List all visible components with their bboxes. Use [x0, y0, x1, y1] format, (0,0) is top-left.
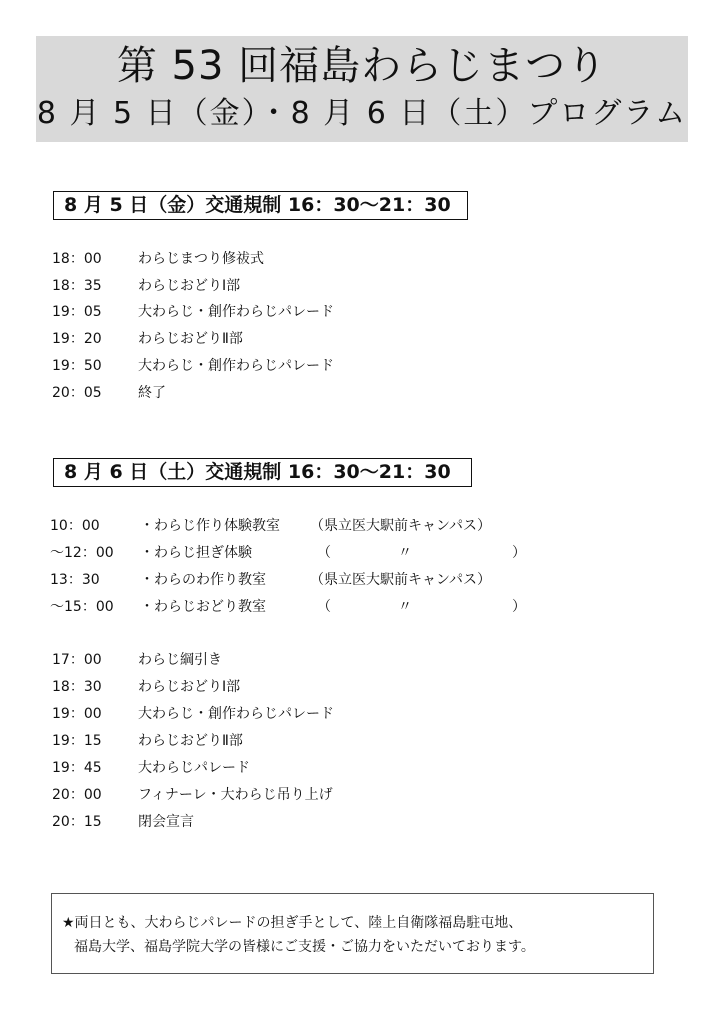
schedule-event: 大わらじパレード [138, 760, 250, 776]
schedule-event: 閉会宣言 [138, 814, 194, 830]
schedule-time: 18：00 [52, 251, 102, 267]
day2-header: 8 月 6 日（土）交通規制 16：30〜21：30 [53, 458, 472, 487]
note-line: 福島大学、福島学院大学の皆様にご支援・ご協力をいただいております。 [74, 939, 535, 955]
workshop-event: ・わらじおどり教室 [140, 599, 266, 615]
schedule-event: わらじ綱引き [138, 652, 222, 668]
venue-close-paren: ） [512, 599, 526, 615]
schedule-event: 大わらじ・創作わらじパレード [138, 358, 334, 374]
workshop-time: 〜12：00 [50, 545, 114, 561]
schedule-event: 終了 [138, 385, 166, 401]
schedule-time: 20：15 [52, 814, 102, 830]
venue-close-paren: ） [512, 545, 526, 561]
schedule-time: 19：05 [52, 304, 102, 320]
venue-ditto-mark: 〃 [398, 545, 412, 561]
schedule-time: 20：00 [52, 787, 102, 803]
page-subtitle: 8 月 5 日（金）・8 月 6 日（土）プログラム [36, 96, 688, 131]
schedule-time: 19：50 [52, 358, 102, 374]
workshop-venue: （県立医大駅前キャンパス） [310, 518, 492, 534]
schedule-time: 17：00 [52, 652, 102, 668]
workshop-time: 13：30 [50, 572, 100, 588]
schedule-time: 19：15 [52, 733, 102, 749]
title-banner [36, 36, 688, 142]
schedule-time: 20：05 [52, 385, 102, 401]
schedule-event: わらじおどりⅠ部 [138, 679, 241, 695]
page-title: 第 53 回福島わらじまつり [116, 43, 608, 89]
day1-header: 8 月 5 日（金）交通規制 16：30〜21：30 [53, 191, 468, 220]
schedule-event: わらじおどりⅠ部 [138, 278, 241, 294]
venue-ditto-mark: 〃 [398, 599, 412, 615]
venue-open-paren: （ [317, 545, 331, 561]
acknowledgement-note [51, 893, 654, 974]
workshop-time: 10：00 [50, 518, 100, 534]
workshop-event: ・わらのわ作り教室 [140, 572, 266, 588]
schedule-event: わらじまつり修祓式 [138, 251, 264, 267]
schedule-time: 18：30 [52, 679, 102, 695]
schedule-event: 大わらじ・創作わらじパレード [138, 706, 334, 722]
schedule-time: 19：20 [52, 331, 102, 347]
schedule-event: 大わらじ・創作わらじパレード [138, 304, 334, 320]
schedule-time: 18：35 [52, 278, 102, 294]
schedule-time: 19：00 [52, 706, 102, 722]
schedule-event: わらじおどりⅡ部 [138, 733, 243, 749]
workshop-time: 〜15：00 [50, 599, 114, 615]
workshop-event: ・わらじ担ぎ体験 [140, 545, 252, 561]
note-line: ★両日とも、大わらじパレードの担ぎ手として、陸上自衛隊福島駐屯地、 [62, 915, 523, 931]
workshop-venue: （県立医大駅前キャンパス） [310, 572, 492, 588]
venue-open-paren: （ [317, 599, 331, 615]
schedule-time: 19：45 [52, 760, 102, 776]
schedule-event: わらじおどりⅡ部 [138, 331, 243, 347]
schedule-event: フィナーレ・大わらじ吊り上げ [138, 787, 333, 803]
workshop-event: ・わらじ作り体験教室 [140, 518, 280, 534]
